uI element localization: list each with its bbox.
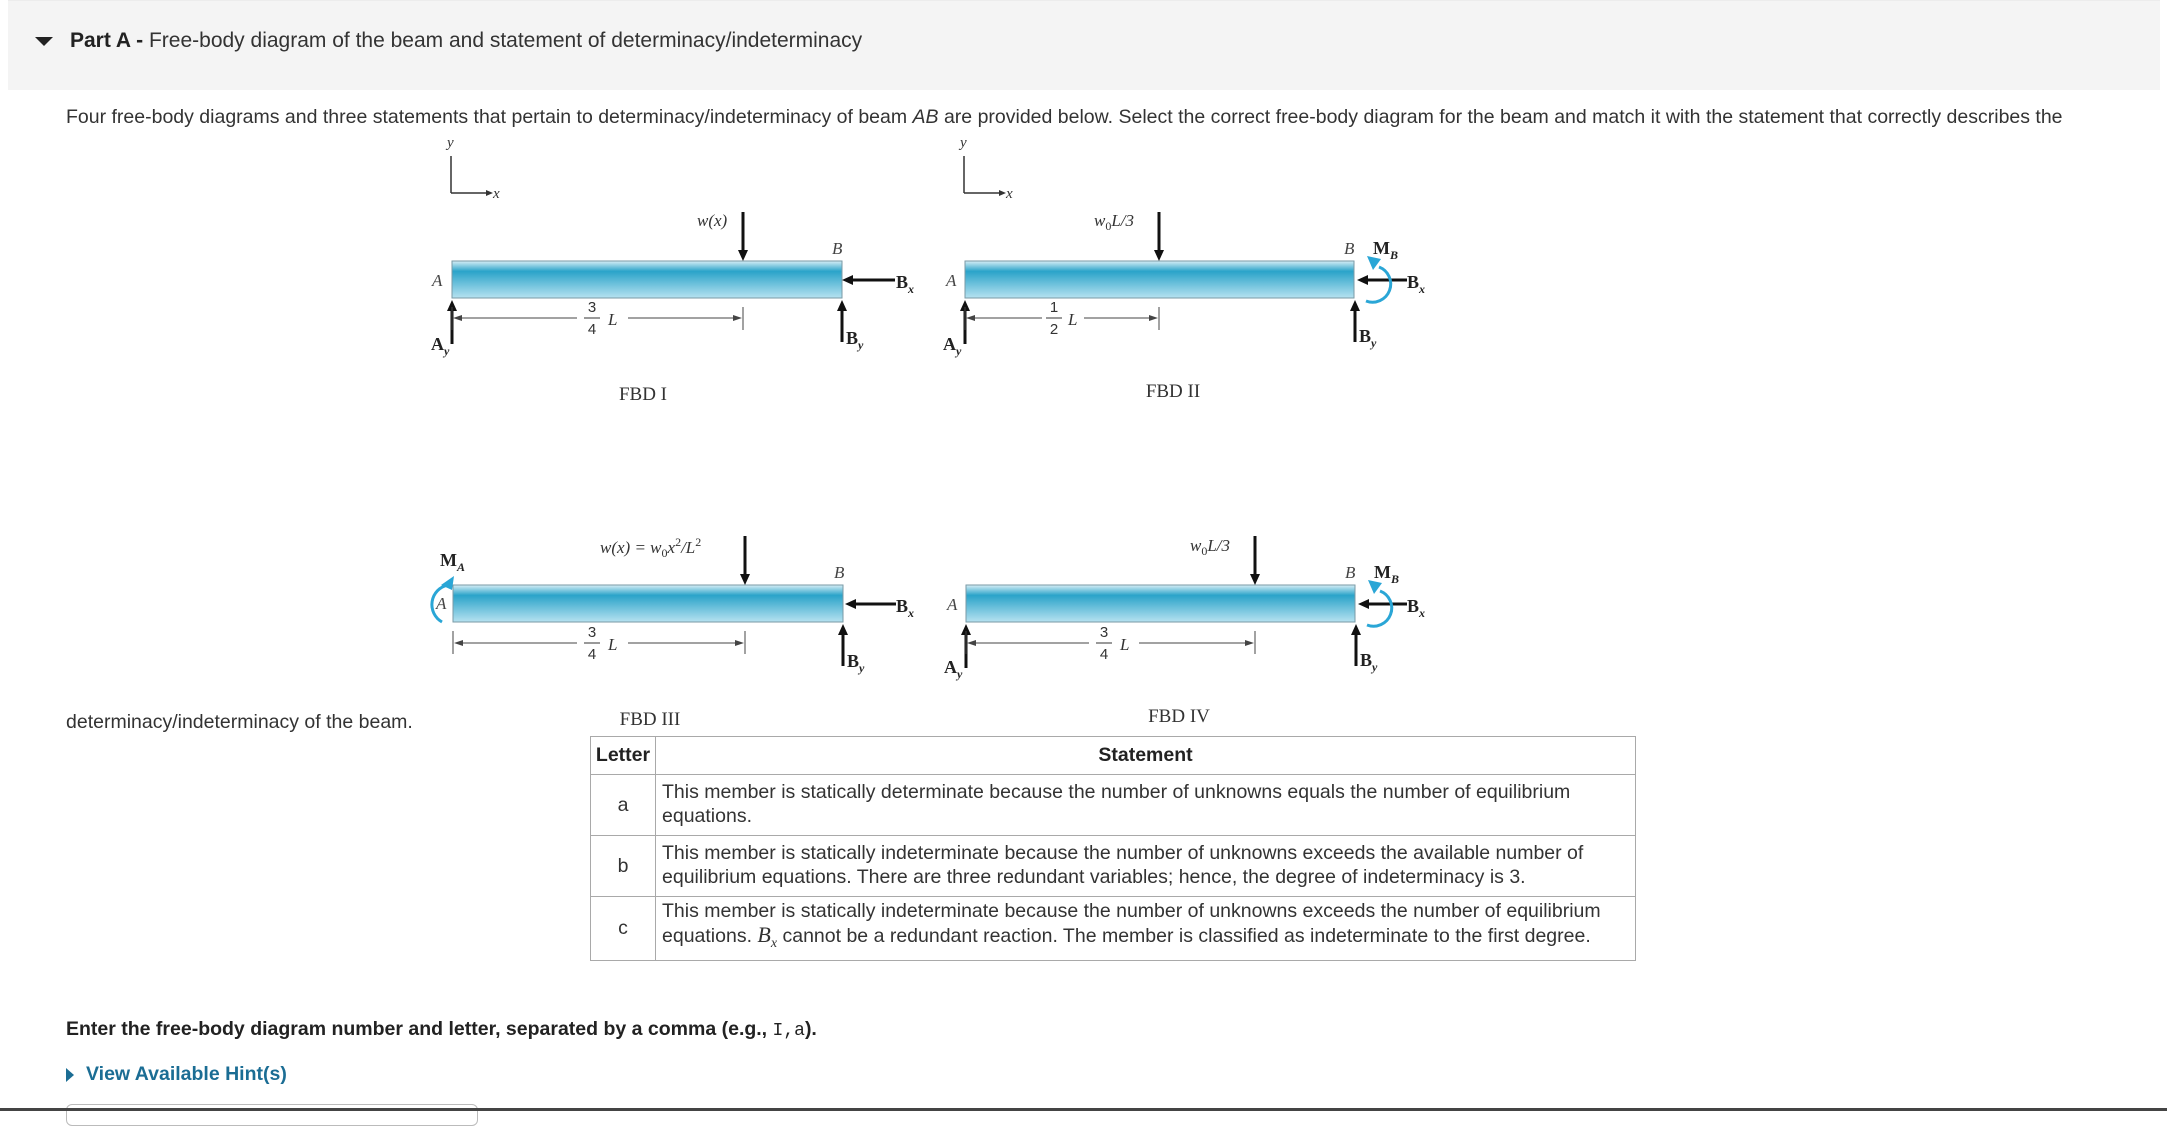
- beam: [966, 585, 1355, 622]
- dim-variable: L: [1068, 310, 1078, 329]
- ay-label: $A_y$: [943, 334, 962, 358]
- load-label: w(x): [697, 211, 728, 230]
- dim-numerator: 1: [1049, 299, 1059, 316]
- table-row: [591, 836, 1636, 897]
- statements-table: [590, 736, 1636, 961]
- load-label: $w_0L/3$: [1190, 536, 1231, 558]
- table-header-row: [591, 737, 1636, 775]
- by-label: $B_y$: [847, 651, 865, 675]
- by-label: $B_y$: [1360, 650, 1378, 674]
- dim-numerator: 3: [587, 299, 597, 316]
- statement-column-header: Statement: [656, 737, 1636, 775]
- dim-variable: L: [608, 635, 618, 654]
- beam: [453, 585, 843, 622]
- fbd-2: [943, 211, 1425, 402]
- point-b-label: B: [832, 239, 843, 258]
- fbd-caption: FBD IV: [1148, 706, 1210, 727]
- fbd-caption: FBD I: [618, 384, 668, 405]
- part-title: Part A - Free-body diagram of the beam and statement of determinacy/indeterminacy: [70, 29, 863, 52]
- fbd-caption: FBD III: [619, 709, 681, 730]
- point-a-label: A: [947, 595, 958, 614]
- fbd-4: [944, 536, 1425, 727]
- dim-numerator: 3: [1099, 624, 1109, 641]
- dim-variable: L: [608, 310, 618, 329]
- expand-caret-icon: [66, 1068, 74, 1082]
- axis-y-label: y: [447, 135, 454, 151]
- row-letter: c: [591, 897, 656, 961]
- view-hints-link[interactable]: View Available Hint(s): [66, 1063, 287, 1086]
- bx-label: $B_x$: [1407, 596, 1426, 620]
- row-statement: This member is statically determinate because the number of unknowns equals the number of equilibrium equations.: [656, 775, 1636, 836]
- fbd-3: [432, 535, 914, 730]
- axis-x-label: x: [493, 186, 500, 202]
- answer-prompt: Enter the free-body diagram number and letter, separated by a comma (e.g., I,a).: [66, 1018, 817, 1041]
- point-a-label: A: [946, 271, 957, 290]
- mb-label: $M_B$: [1373, 238, 1399, 262]
- table-row: [591, 897, 1636, 961]
- axes-icon-1: [445, 135, 500, 202]
- row-statement: This member is statically indeterminate because the number of unknowns exceeds the available number of equilibrium equations. There are three redundant variables; hence, the degree of indeterminacy is 3.: [656, 836, 1636, 897]
- fbd-1: [431, 211, 914, 405]
- point-b-label: B: [1344, 239, 1355, 258]
- ma-label: $M_A$: [440, 550, 466, 574]
- fbd-caption: FBD II: [1145, 381, 1201, 402]
- row-letter: b: [591, 836, 656, 897]
- beam: [965, 261, 1354, 298]
- dim-denominator: 2: [1049, 321, 1059, 338]
- dim-denominator: 4: [587, 321, 597, 338]
- table-row: [591, 775, 1636, 836]
- dim-denominator: 4: [1099, 646, 1109, 663]
- intro-text: Four free-body diagrams and three statements that pertain to determinacy/indeterminacy of beam AB are provided below. Select the correct free-body diagram for the beam and match it with the statement that correctly describes the: [66, 106, 2063, 128]
- load-label: $w(x) = w_0x^2/L^2$: [600, 535, 702, 560]
- axis-x-label: x: [1006, 186, 1013, 202]
- dim-numerator: 3: [587, 624, 597, 641]
- dim-variable: L: [1120, 635, 1130, 654]
- load-label: $w_0L/3$: [1094, 211, 1135, 233]
- beam: [452, 261, 842, 298]
- dim-denominator: 4: [587, 646, 597, 663]
- axes-icon-2: [958, 135, 1013, 202]
- point-b-label: B: [1345, 563, 1356, 582]
- bx-label: $B_x$: [1407, 272, 1426, 296]
- axis-y-label: y: [960, 135, 967, 151]
- row-statement: This member is statically indeterminate because the number of unknowns exceeds the number of equilibrium equations. $B_x$ cannot be a redundant reaction. The member is classified as indeterminate to the first degree.: [656, 897, 1636, 961]
- by-label: $B_y$: [1359, 326, 1377, 350]
- letter-column-header: Letter: [591, 737, 656, 775]
- ay-label: $A_y$: [431, 334, 450, 358]
- by-label: $B_y$: [846, 328, 864, 352]
- row-letter: a: [591, 775, 656, 836]
- bx-label: $B_x$: [896, 272, 915, 296]
- point-a-label: A: [432, 271, 443, 290]
- intro-text-continued: determinacy/indeterminacy of the beam.: [66, 711, 413, 733]
- point-b-label: B: [834, 563, 845, 582]
- bx-label: $B_x$: [896, 596, 915, 620]
- ay-label: $A_y$: [944, 657, 963, 681]
- point-a-label: A: [436, 594, 447, 613]
- mb-label: $M_B$: [1374, 562, 1400, 586]
